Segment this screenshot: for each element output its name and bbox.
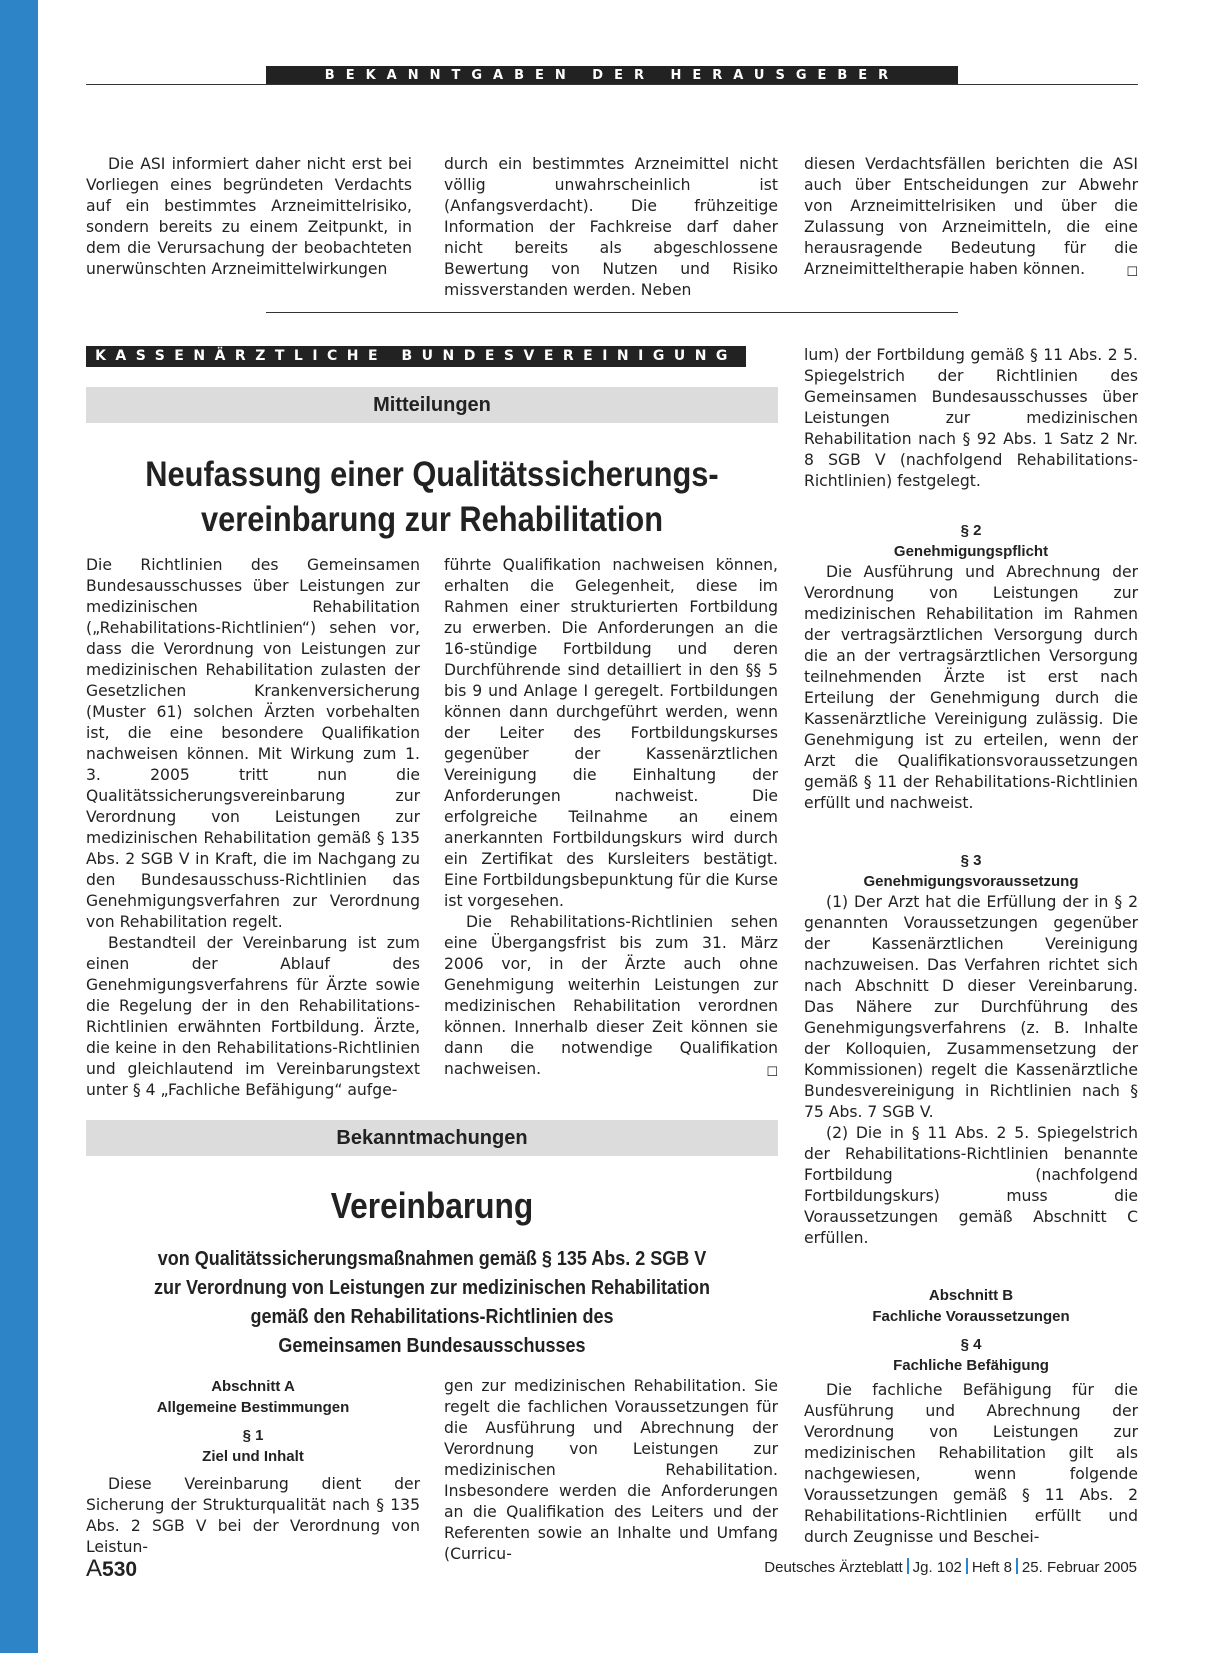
bekanntmachungen-label: Bekanntmachungen <box>86 1120 778 1156</box>
abschnitt-a-heading: Abschnitt A <box>211 1378 295 1395</box>
section-divider <box>266 312 958 313</box>
section-banner: BEKANNTGABEN DER HERAUSGEBER <box>266 66 958 85</box>
subtitle-line: Gemeinsamen Bundesausschusses <box>278 1335 586 1357</box>
top-column-2 <box>444 154 778 301</box>
paragraph: Die Richtlinien des Gemeinsamen Bundesausschusses über Leistungen zur medizinischen Rehabilitation („Rehabilitations-Richtlinien“) sehen vor, dass die Verordnung von Leistungen zur medizinischen Rehabilitation zulasten der Gesetzlichen Krankenversicherung (Muster 61) solchen Ärzten vorbehalten ist, die eine besondere Qualifikation nachweisen können. Mit Wirkung zum 1. 3. 2005 tritt nun die Qualitätssicherungsvereinbarung zur Verordnung von Leistungen zur medizinischen Rehabilitation gemäß § 135 Abs. 2 SGB V in Kraft, die im Nachgang zu den Bundesausschuss-Richtlinien das Genehmigungsverfahren zur Verordnung von Rehabilitation regelt. <box>86 556 420 931</box>
paragraph: Die ASI informiert daher nicht erst bei Vorliegen eines begründeten Verdachts auf ein bestimmtes Arzneimittelrisiko, sondern bereits zu einem Zeitpunkt, in dem die Verursachung der beobachteten unerwünschten Arzneimittelwirkungen <box>86 155 412 278</box>
page-number-value: 530 <box>102 1558 138 1581</box>
journal-volume: Jg. 102 <box>912 1559 962 1576</box>
paragraph-3-title: Genehmigungsvoraussetzung <box>863 873 1079 890</box>
paragraph: (2) Die in § 11 Abs. 2 5. Spiegelstrich der Rehabilitations-Richtlinien benannte Fortbildung (nachfolgend Fortbildungskurs) muss die Voraussetzungen gemäß Abschnitt C erfüllen. <box>804 1124 1138 1247</box>
kbv-column-1 <box>86 555 420 1101</box>
vereinbarung-column-1 <box>86 1376 420 1558</box>
separator <box>1016 1558 1018 1574</box>
paragraph: durch ein bestimmtes Arzneimittel nicht völlig unwahrscheinlich ist (Anfangsverdacht). Die frühzeitige Information der Fachkreise darf daher nicht bereits als abgeschlossene Bewertung von Nutzen und Risiko missverstanden werden. Neben <box>444 155 778 299</box>
abschnitt-b-heading: Abschnitt B <box>928 1287 1014 1304</box>
end-mark: ☐ <box>766 1065 778 1080</box>
paragraph: Die Rehabilitations-Richtlinien sehen eine Übergangsfrist bis zum 31. März 2006 vor, in der Ärzte auch ohne Genehmigung weiterhin Leistungen zur medizinischen Rehabilitation verordnen können. Innerhalb dieser Zeit können sie dann die notwendige Qualifikation nachweisen. ☐ <box>444 912 778 1080</box>
separator <box>907 1558 909 1574</box>
paragraph: führte Qualifikation nachweisen können, erhalten die Gelegenheit, diese im Rahmen einer strukturierten Fortbildung zu erwerben. Die Anforderungen an die 16-stündige Fortbildung und deren Durchführende sind detailliert in den §§ 5 bis 9 und Anlage I geregelt. Fortbildungen können dann durchgeführt werden, wenn der Leiter des Fortbildungskurses gegenüber der Kassenärztlichen Vereinigung die Einhaltung der Anforderungen nachweist. Die erfolgreiche Teilnahme an einem anerkannten Fortbildungskurs wird durch ein Zertifikat des Kursleiters bestätigt. Eine Fortbildungsbepunktung für die Kurse ist vorgesehen. <box>444 556 778 910</box>
mitteilungen-label: Mitteilungen <box>86 387 778 423</box>
separator <box>966 1558 968 1574</box>
end-mark: ☐ <box>1126 265 1138 280</box>
abschnitt-a-title: Allgemeine Bestimmungen <box>156 1399 350 1416</box>
page-prefix: A <box>86 1555 103 1582</box>
journal-date: 25. Februar 2005 <box>1021 1559 1137 1576</box>
top-column-3 <box>804 154 1138 283</box>
abschnitt-b-title: Fachliche Voraussetzungen <box>872 1308 1070 1325</box>
article-title <box>128 452 737 542</box>
header-rule <box>86 84 1138 85</box>
kbv-banner: KASSENÄRZTLICHE BUNDESVEREINIGUNG <box>86 346 746 367</box>
paragraph-2-title: Genehmigungspflicht <box>893 543 1049 560</box>
kbv-column-2 <box>444 555 778 1083</box>
paragraph-2-number: § 2 <box>960 522 982 539</box>
right-column <box>804 345 1138 1548</box>
vereinbarung-subtitle <box>121 1245 744 1361</box>
paragraph-3-number: § 3 <box>960 852 982 869</box>
article-title-line-1: Neufassung einer Qualitätssicherungs- <box>145 455 719 494</box>
journal-name: Deutsches Ärzteblatt <box>764 1559 903 1576</box>
top-column-1 <box>86 154 412 280</box>
paragraph: Die Ausführung und Abrechnung der Verordnung von Leistungen zur medizinischen Rehabilitation im Rahmen der vertragsärztlichen Versorgung durch die an der vertragsärztlichen Versorgung teilnehmenden Ärzte ist erst nach Erteilung der Genehmigung durch die Kassenärztliche Vereinigung zulässig. Die Genehmigung ist zu erteilen, wenn der Arzt die Qualifikationsvoraussetzungen gemäß § 11 der Rehabilitations-Richtlinien erfüllt und nachweist. <box>804 563 1138 812</box>
subtitle-line: gemäß den Rehabilitations-Richtlinien des <box>250 1306 614 1328</box>
page-number <box>86 1555 137 1583</box>
journal-citation <box>764 1558 1137 1576</box>
side-color-bar <box>0 0 38 1653</box>
paragraph-4-number: § 4 <box>960 1336 982 1353</box>
paragraph: Bestandteil der Vereinbarung ist zum einen der Ablauf des Genehmigungsverfahrens für Ärzte sowie die Regelung der in den Rehabilitations-Richtlinien erwähnten Fortbildung. Ärzte, die keine in den Rehabilitations-Richtlinien und gleichlautend im Vereinbarungstext unter § 4 „Fachliche Befähigung“ aufge- <box>86 934 420 1099</box>
paragraph: (1) Der Arzt hat die Erfüllung der in § 2 genannten Voraussetzungen gegenüber der Kassenärztlichen Vereinigung nachzuweisen. Das Verfahren richtet sich nach Abschnitt D dieser Vereinbarung. Das Nähere zur Durchführung des Genehmigungsverfahrens (z. B. Inhalte der Kolloquien, Zusammensetzung der Kommissionen) regelt die Kassenärztliche Bundesvereinigung in Richtlinien nach § 75 Abs. 7 SGB V. <box>804 893 1138 1121</box>
subtitle-line: zur Verordnung von Leistungen zur medizinischen Rehabilitation <box>153 1277 711 1299</box>
article-title-line-2: vereinbarung zur Rehabilitation <box>200 500 664 539</box>
journal-issue: Heft 8 <box>971 1559 1012 1576</box>
subtitle-line: von Qualitätssicherungsmaßnahmen gemäß § 135 Abs. 2 SGB V <box>157 1248 707 1270</box>
vereinbarung-title: Vereinbarung <box>330 1185 534 1226</box>
paragraph: gen zur medizinischen Rehabilitation. Sie regelt die fachlichen Voraussetzungen für die Ausführung und Abrechnung der Verordnung von Leistungen zur medizinischen Rehabilitation. Insbesondere werden die Anforderungen an die Qualifikation des Leiters und der Referenten sowie an Inhalte und Umfang (Curricu- <box>444 1377 778 1563</box>
paragraph-1-title: Ziel und Inhalt <box>202 1448 304 1465</box>
paragraph-4-title: Fachliche Befähigung <box>893 1357 1049 1374</box>
paragraph: Diese Vereinbarung dient der Sicherung der Strukturqualität nach § 135 Abs. 2 SGB V bei der Verordnung von Leistun- <box>86 1475 420 1556</box>
paragraph-1-number: § 1 <box>242 1427 264 1444</box>
vereinbarung-column-2 <box>444 1376 778 1565</box>
paragraph: diesen Verdachtsfällen berichten die ASI auch über Entscheidungen zur Abwehr von Arzneimittelrisiken und über die Zulassung von Arzneimitteln, die eine herausragende Bedeutung für die Arzneimitteltherapie haben können. ☐ <box>804 154 1138 280</box>
paragraph: lum) der Fortbildung gemäß § 11 Abs. 2 5. Spiegelstrich der Richtlinien des Gemeinsamen Bundesausschusses über Leistungen zur medizinischen Rehabilitation nach § 92 Abs. 1 Satz 2 Nr. 8 SGB V (nachfolgend Rehabilitations-Richtlinien) festgelegt. <box>804 346 1138 490</box>
paragraph: Die fachliche Befähigung für die Ausführung und Abrechnung der Verordnung von Leistungen zur medizinischen Rehabilitation gilt als nachgewiesen, wenn folgende Voraussetzungen gemäß § 11 Abs. 2 Rehabilitations-Richtlinien erfüllt und durch Zeugnisse und Beschei- <box>804 1381 1138 1546</box>
